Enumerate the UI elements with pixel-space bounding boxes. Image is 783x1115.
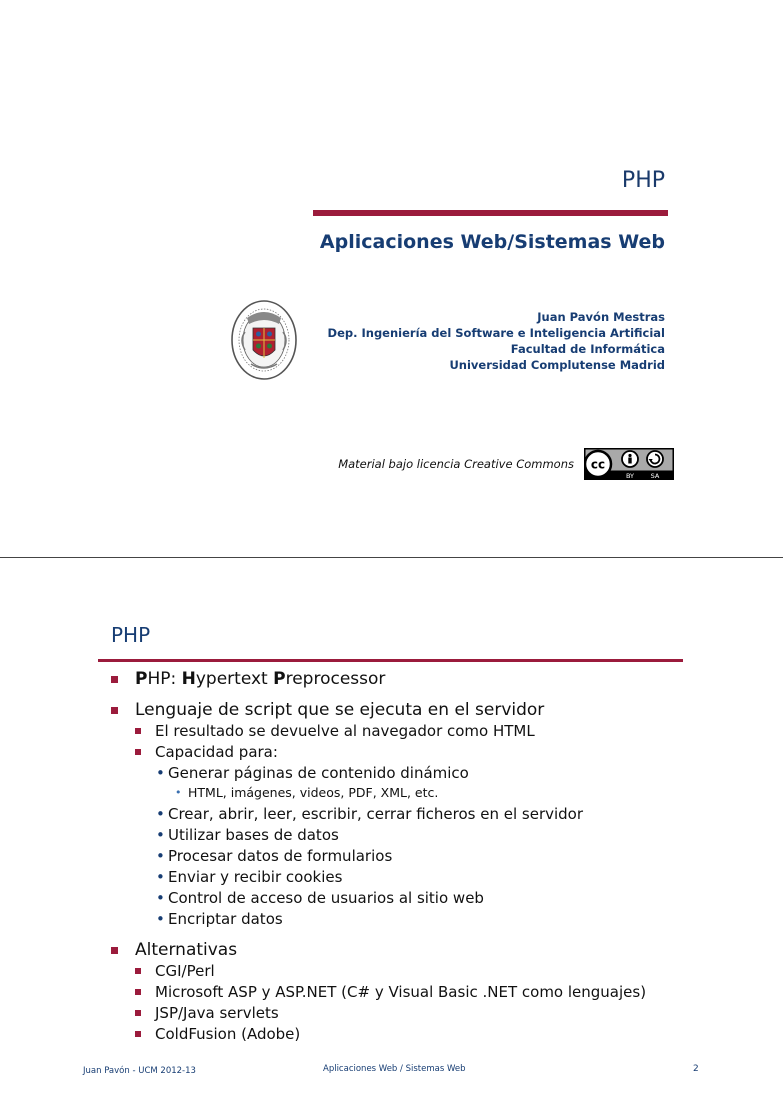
author-name: Juan Pavón Mestras — [537, 310, 665, 324]
acronym-text-hypertext: ypertext — [195, 669, 274, 689]
footer-course: Aplicaciones Web / Sistemas Web — [323, 1064, 466, 1074]
square-bullet-icon — [135, 728, 141, 734]
title-slide-rule — [313, 210, 668, 216]
acronym-letter-h: H — [181, 669, 196, 689]
bullet-text: Capacidad para: — [155, 743, 278, 761]
round-bullet-icon: • — [156, 826, 165, 844]
round-bullet-icon: • — [175, 786, 182, 799]
bullet-text: Crear, abrir, leer, escribir, cerrar ficheros en el servidor — [168, 805, 584, 823]
title-slide-subtitle: Aplicaciones Web/Sistemas Web — [319, 231, 665, 253]
capability-item — [110, 763, 720, 784]
content-slide-title: PHP — [111, 623, 151, 647]
square-bullet-icon — [135, 968, 141, 974]
alternative-item — [110, 1003, 720, 1024]
capability-item — [110, 825, 720, 846]
square-bullet-icon — [135, 989, 141, 995]
creative-commons-badge-icon — [584, 448, 674, 480]
bullet-text: Encriptar datos — [168, 910, 283, 928]
bullet-text: El resultado se devuelve al navegador como HTML — [155, 722, 535, 740]
bullet-text: Utilizar bases de datos — [168, 826, 339, 844]
bullet-text: Generar páginas de contenido dinámico — [168, 764, 469, 782]
round-bullet-icon: • — [156, 910, 165, 928]
acronym-text-hp: HP: — [147, 669, 182, 689]
author-university: Universidad Complutense Madrid — [449, 358, 665, 372]
content-slide-rule — [98, 659, 683, 662]
bullet-text: Control de acceso de usuarios al sitio web — [168, 889, 484, 907]
bullet-script-language — [110, 699, 720, 721]
bullet-text: HTML, imágenes, videos, PDF, XML, etc. — [188, 785, 439, 800]
bullet-text: CGI/Perl — [155, 962, 215, 980]
round-bullet-icon: • — [156, 764, 165, 782]
bullet-text: Microsoft ASP y ASP.NET (C# y Visual Basic .NET como lenguajes) — [155, 983, 647, 1001]
capability-item — [110, 846, 720, 867]
acronym-text-preprocessor: reprocessor — [285, 669, 386, 689]
author-department: Dep. Ingeniería del Software e Inteligencia Artificial — [327, 326, 665, 340]
slide-divider — [0, 557, 783, 558]
capability-item — [110, 867, 720, 888]
bullet-alternatives — [110, 939, 720, 961]
footer-page-number: 2 — [693, 1064, 699, 1074]
capability-item — [110, 888, 720, 909]
alternative-item — [110, 1024, 720, 1045]
author-faculty: Facultad de Informática — [510, 342, 665, 356]
dynamic-content-types — [110, 784, 720, 801]
round-bullet-icon: • — [156, 889, 165, 907]
square-bullet-icon — [135, 1031, 141, 1037]
square-bullet-icon — [111, 676, 118, 683]
footer-author: Juan Pavón - UCM 2012-13 — [83, 1066, 196, 1076]
acronym-letter-p: P — [135, 669, 148, 689]
square-bullet-icon — [111, 947, 118, 954]
bullet-text: JSP/Java servlets — [155, 1004, 279, 1022]
university-seal-icon — [229, 298, 299, 382]
square-bullet-icon — [135, 749, 141, 755]
square-bullet-icon — [135, 1010, 141, 1016]
license-text: Material bajo licencia Creative Commons — [338, 457, 574, 471]
capability-item — [110, 909, 720, 930]
alternative-item — [110, 961, 720, 982]
bullet-text: ColdFusion (Adobe) — [155, 1025, 301, 1043]
bullet-php-acronym — [110, 668, 720, 690]
bullet-text: Procesar datos de formularios — [168, 847, 393, 865]
alternative-item — [110, 982, 720, 1003]
cc-badge-by-label: BY — [625, 472, 635, 480]
cc-badge-sa-label: SA — [650, 472, 660, 480]
sub-bullet-capacity — [110, 742, 720, 763]
acronym-letter-p2: P — [273, 669, 286, 689]
author-block — [328, 309, 665, 373]
content-slide-bullets — [110, 668, 720, 1045]
square-bullet-icon — [111, 707, 118, 714]
bullet-text: Enviar y recibir cookies — [168, 868, 343, 886]
round-bullet-icon: • — [156, 868, 165, 886]
capability-item — [110, 804, 720, 825]
bullet-text: Alternativas — [135, 940, 238, 960]
round-bullet-icon: • — [156, 805, 165, 823]
bullet-text: Lenguaje de script que se ejecuta en el servidor — [135, 700, 545, 720]
sub-bullet-result — [110, 721, 720, 742]
title-slide-heading: PHP — [621, 168, 665, 193]
round-bullet-icon: • — [156, 847, 165, 865]
cc-badge-cc-label: cc — [590, 457, 606, 472]
